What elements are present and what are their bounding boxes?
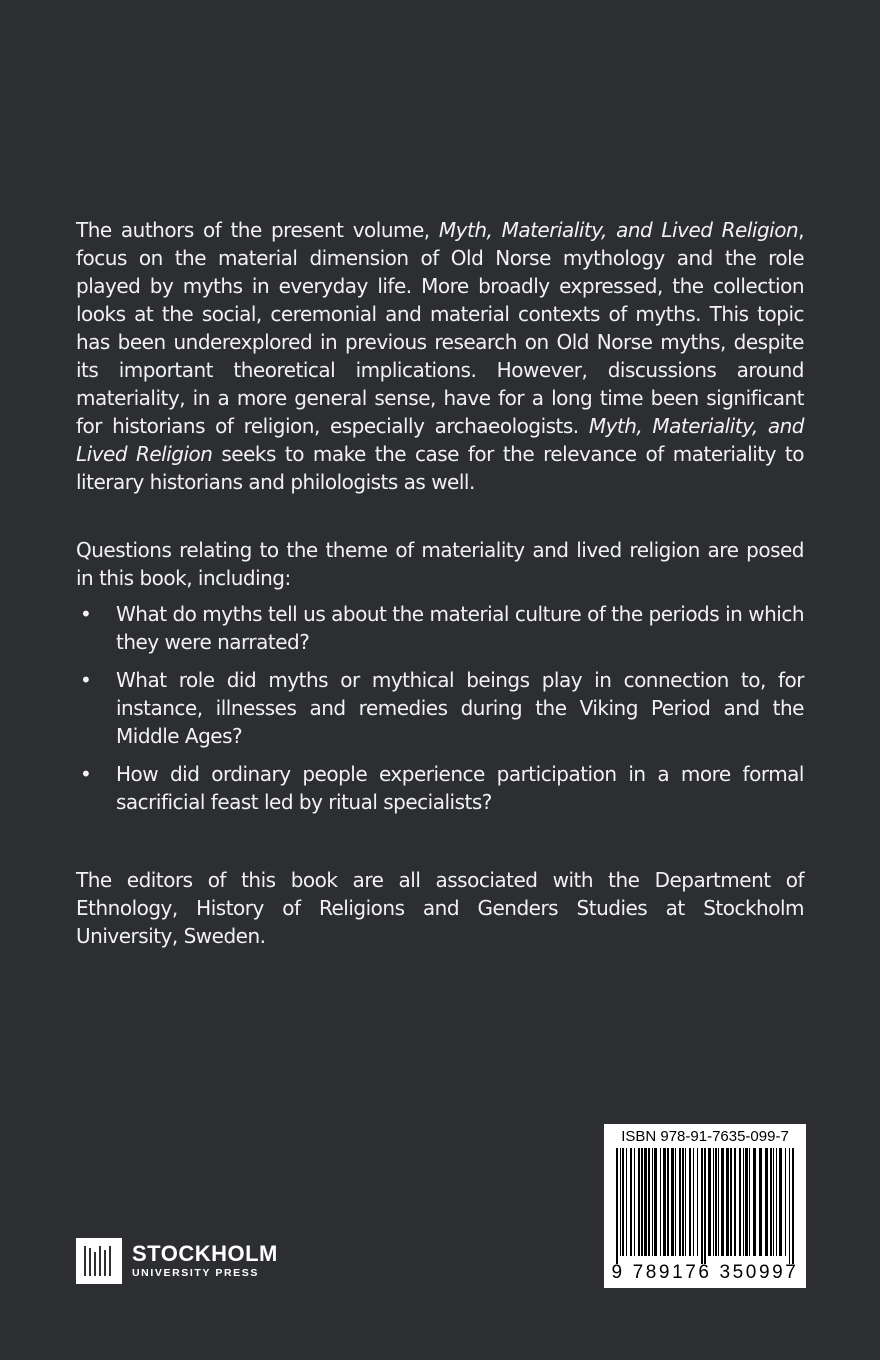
question-item [76,666,804,750]
barcode-bar [749,1148,750,1256]
barcode-bar [708,1148,711,1256]
question-text: How did ordinary people experience participation in a more formal sacrificial feast led by ritual specialists? [116,762,804,814]
barcode-bar [630,1148,632,1256]
paragraph-text: , focus on the material dimension of Old Norse mythology and the role played by myths in everyday life. More broadly expressed, the collection looks at the social, ceremonial and material contexts of myths. This topic has been underexplored in previous research on Old Norse myths, despite its important theoretical implications. However, discussions around materiality, in a more general sense, have for a long time been significant for historians of religion, especially archaeologists. [76,218,805,438]
bullet-icon: • [80,762,92,786]
barcode-bar [620,1148,621,1256]
barcode-bar [685,1148,686,1256]
isbn-label: ISBN 978-91-7635-099-7 [621,1128,789,1145]
barcode-bar [626,1148,627,1256]
barcode-bar [644,1148,647,1256]
isbn-barcode [604,1124,806,1288]
barcode-bar [660,1148,661,1256]
barcode-bar [693,1148,694,1256]
question-item [76,600,804,656]
barcode-bar [667,1148,669,1256]
barcode-bar [789,1148,790,1264]
question-item [76,760,804,816]
barcode-bar [726,1148,729,1256]
barcode-bar [770,1148,772,1256]
editors-paragraph: The editors of this book are all associated with the Department of Ethnology, History of Religions and Genders Studies at Stockholm University, Sweden. [76,868,804,948]
questions-intro: Questions relating to the theme of materiality and lived religion are posed in this book, including: [76,538,804,590]
barcode-bar [616,1148,618,1264]
barcode-bar [773,1148,774,1256]
barcode-bar [671,1148,674,1256]
barcode-bar [753,1148,756,1256]
barcode-bar [739,1148,741,1256]
publisher-logo [76,1238,278,1284]
back-cover-text [76,216,804,950]
barcode-bar [697,1148,698,1256]
barcode-bars-icon [614,1148,796,1264]
barcode-bar [641,1148,643,1256]
barcode-bar [638,1148,640,1256]
questions-list [76,600,804,816]
barcode-bar [689,1148,691,1256]
bullet-icon: • [80,602,92,626]
barcode-bar [713,1148,714,1256]
barcode-bar [704,1148,706,1264]
barcode-bar [779,1148,782,1256]
barcode-bar [634,1148,635,1256]
barcode-bar [776,1148,777,1256]
barcode-bar [730,1148,732,1256]
publisher-logo-icon [76,1238,122,1284]
barcode-bar [721,1148,724,1256]
barcode-bar [648,1148,650,1256]
publisher-name-line2: UNIVERSITY PRESS [132,1267,259,1280]
barcode-bar [682,1148,684,1256]
barcode-bar [759,1148,762,1256]
barcode-bar [792,1148,794,1264]
barcode-bar [785,1148,786,1256]
barcode-bar [652,1148,653,1256]
bullet-icon: • [80,668,92,692]
publisher-name [132,1243,278,1279]
barcode-bar [663,1148,666,1256]
barcode-bar [745,1148,748,1256]
question-text: What role did myths or mythical beings play in connection to, for instance, illnesses and remedies during the Viking Period and the Middle Ages? [116,668,804,748]
description-paragraph [76,216,804,496]
book-title-italic: Myth, Materiality, and Lived Religion [438,218,799,242]
paragraph-text: The authors of the present volume, [76,218,439,242]
barcode-bar [743,1148,744,1256]
barcode-bar [654,1148,657,1256]
barcode-bar [675,1148,676,1256]
barcode-number: 9 789176 350997 [611,1262,799,1283]
question-text: What do myths tell us about the material culture of the periods in which they were narrated? [116,602,804,654]
barcode-bar [701,1148,703,1264]
barcode-bar [718,1148,719,1256]
barcode-bar [765,1148,768,1256]
barcode-bar [734,1148,736,1256]
paragraph-text: seeks to make the case for the relevance of materiality to literary historians and philologists as well. [76,442,804,494]
barcode-bar [679,1148,681,1256]
book-title-italic: Myth, Materiality, and Lived Religion [76,414,804,466]
publisher-name-line1: STOCKHOLM [132,1241,278,1267]
barcode-bar [715,1148,717,1256]
barcode-bar [622,1148,624,1256]
